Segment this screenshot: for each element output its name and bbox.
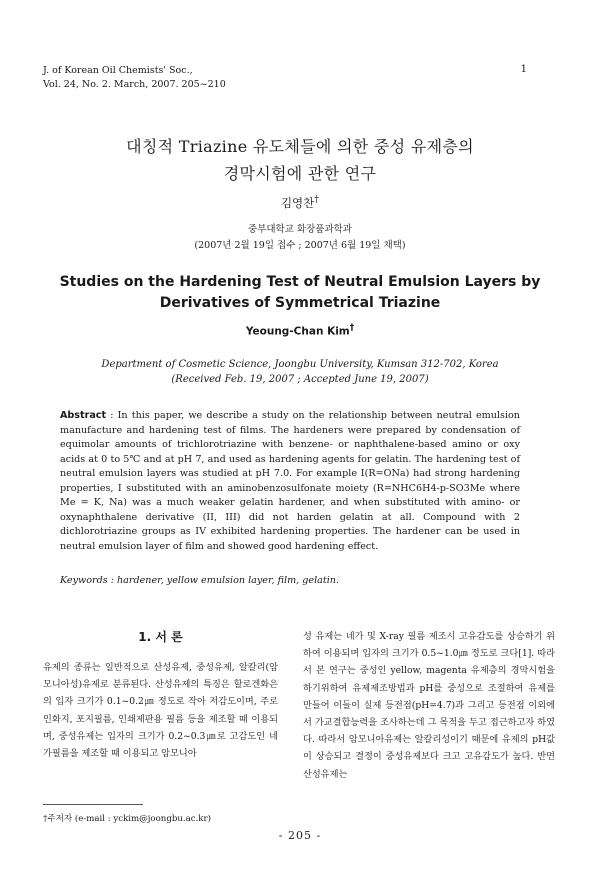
- korean-author: [0, 194, 600, 211]
- korean-title-line-1: 대칭적 Triazine 유도체들에 의한 중성 유제층의: [126, 137, 474, 156]
- left-column: [43, 628, 278, 762]
- abstract-label: Abstract: [60, 410, 107, 421]
- korean-author-name: 김영찬: [280, 195, 315, 210]
- english-affiliation: [0, 357, 600, 387]
- english-title: [0, 272, 600, 314]
- korean-dates: (2007년 2월 19일 접수 ; 2007년 6월 19일 채택): [194, 240, 406, 251]
- section-heading: 1. 서 론: [138, 630, 183, 644]
- abstract-text: : In this paper, we describe a study on the relationship between neutral emulsion manufacture and hardening test of films. The hardeners were prepared by condensation of equimolar amounts of trichlorotriazine with benzene- or naphthalene-based amino or oxy acids at 0 to 5℃ and at pH 7, and used as hardening agents for gelatin. The hardening test of neutral emulsion layers was studied at pH 7.0. For example I(R=ONa) had strong hardening properties, I substituted with an aminobenzosulfonate moiety (R=NHC6H4-p-SO3Me where Me = K, Na) was a much weaker gelatin hardener, and when substituted with amino- or oxynaphthalene derivative (II, III) did not harden gelatin at all. Compound with 2 dichlorotriazine groups as IV exhibited hardening properties. The hardener can be used in neutral emulsion layer of film and showed good hardening effect.: [60, 410, 520, 552]
- korean-title-line-2: 경막시험에 관한 연구: [223, 164, 377, 183]
- korean-affiliation: [0, 222, 600, 254]
- abstract: [60, 409, 520, 554]
- english-title-line-1: Studies on the Hardening Test of Neutral Emulsion Layers by: [59, 274, 541, 290]
- page-folio: - 205 -: [278, 829, 322, 842]
- author-dagger: †: [314, 194, 320, 205]
- corresponding-author-footnote: †주저자 (e-mail : yckim@joongbu.ac.kr): [43, 814, 211, 824]
- english-author: [0, 323, 600, 338]
- introduction-paragraph: 유제의 종류는 일반적으로 산성유제, 중성유제, 알칼리(암모니아성)유제로 분류된다. 산성유제의 특징은 할로겐화은의 입자 크기가 0.1~0.2㎛ 정도로 작아 저감도이며, 주로 인화지, 포지필름, 인쇄제판용 필름 등을 제조할 때 이용되며, 중성유제는 입자의 크기가 0.2~0.3㎛로 고감도인 네가필름을 제조할 때 이용되고 암모니아: [43, 662, 278, 760]
- english-department: Department of Cosmetic Science, Joongbu University, Kumsan 312-702, Korea: [101, 359, 499, 370]
- english-title-line-2: Derivatives of Symmetrical Triazine: [159, 295, 441, 311]
- journal-header: [43, 64, 226, 92]
- right-column: [303, 628, 555, 783]
- keywords-text: hardener, yellow emulsion layer, film, gelatin.: [117, 575, 340, 586]
- keywords-label: Keywords :: [60, 575, 114, 586]
- footnote-divider: [43, 804, 143, 805]
- english-dates: (Received Feb. 19, 2007 ; Accepted June 19, 2007): [171, 374, 429, 385]
- journal-volume: Vol. 24, No. 2. March, 2007. 205~210: [43, 79, 226, 90]
- english-author-name: Yeoung-Chan Kim: [245, 325, 350, 338]
- right-column-paragraph: 성 유제는 네가 및 X-ray 필름 제조시 고유감도를 상승하기 위하여 이용되며 입자의 크기가 0.5~1.0㎛ 정도로 크다[1]. 따라서 본 연구는 중성인 yellow, magenta 유제층의 경막시험을 하기위하여 유제제조방법과 pH를 중성으로 조절하여 유제를 만들어 이들이 실제 등전점(pH=4.7)과 그리고 등전점 이외에서 가교결합능력을 조사하는데 그 목적을 두고 접근하고자 하였다. 따라서 암모니아유제는 알칼리성이기 때문에 유제의 pH값이 상승되고 결정이 중성유제보다 크고 고유감도가 높다. 반면 산성유제는: [303, 631, 555, 780]
- journal-name: J. of Korean Oil Chemists' Soc.,: [43, 65, 193, 76]
- header-page-number: 1: [520, 64, 527, 75]
- korean-title: [0, 133, 600, 187]
- keywords: [60, 575, 530, 586]
- english-author-dagger: †: [349, 323, 355, 333]
- korean-department: 중부대학교 화장품과학과: [248, 224, 352, 235]
